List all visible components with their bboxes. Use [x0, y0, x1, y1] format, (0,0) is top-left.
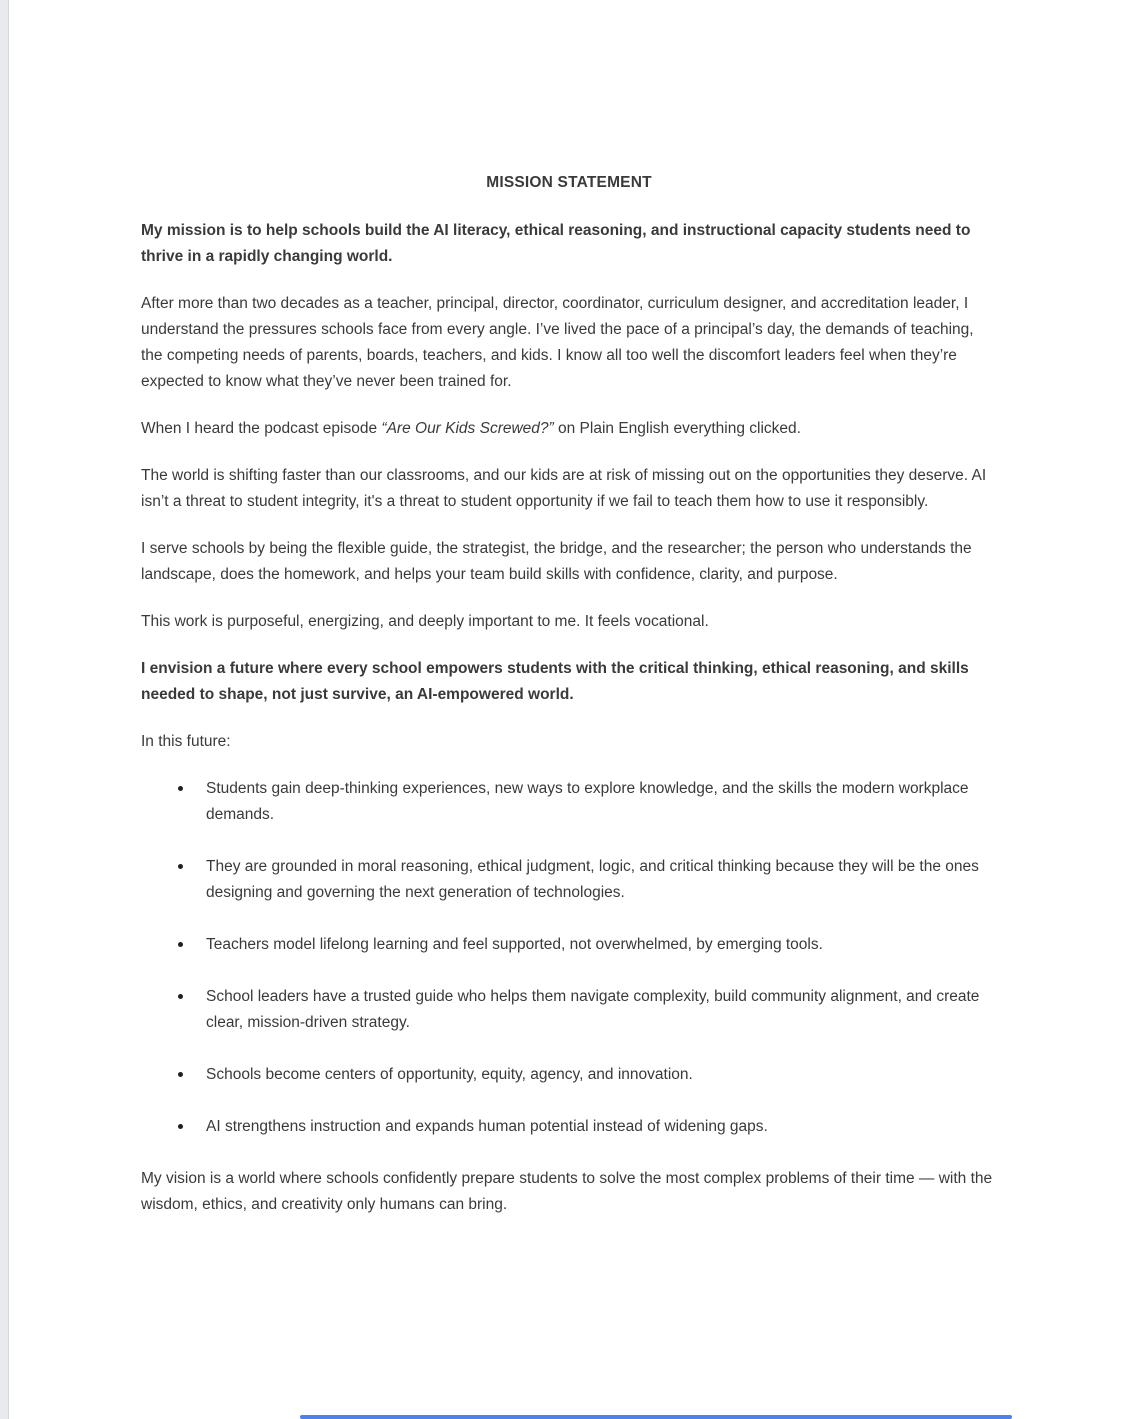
background-paragraph: After more than two decades as a teacher, principal, director, coordinator, curriculum designer, and accreditation leader, I understand the pressures schools face from every angle. I’ve lived the pace of a principal’s day, the demands of teaching, the competing needs of parents, boards, teachers, and kids. I know all too well the discomfort leaders feel when they’re expected to know what they’ve never been trained for.	[141, 295, 974, 390]
world-shifting-paragraph: The world is shifting faster than our classrooms, and our kids are at risk of missing out on the opportunities they deserve. AI isn’t a threat to student integrity, it's a threat to student opportunity if we fail to teach them how to use it responsibly.	[141, 467, 987, 510]
list-item: They are grounded in moral reasoning, ethical judgment, logic, and critical thinking because they will be the ones designing and governing the next generation of technologies.	[141, 854, 997, 906]
vocational-paragraph: This work is purposeful, energizing, and deeply important to me. It feels vocational.	[141, 613, 709, 630]
closing-vision-paragraph: My vision is a world where schools confidently prepare students to solve the most complex problems of their time — with the wisdom, ethics, and creativity only humans can bring.	[141, 1170, 993, 1213]
list-item: School leaders have a trusted guide who helps them navigate complexity, build community alignment, and create clear, mission-driven strategy.	[141, 984, 997, 1036]
document-page	[141, 0, 997, 1239]
mission-statement-paragraph: My mission is to help schools build the AI literacy, ethical reasoning, and instructional capacity students need to thrive in a rapidly changing world.	[141, 222, 971, 265]
window-left-edge	[0, 0, 9, 1419]
list-item: Students gain deep-thinking experiences, new ways to explore knowledge, and the skills the modern workplace demands.	[141, 776, 997, 828]
podcast-text-suffix: on Plain English everything clicked.	[553, 420, 801, 437]
podcast-paragraph	[141, 416, 997, 442]
podcast-text-prefix: When I heard the podcast episode	[141, 420, 382, 437]
list-item: AI strengthens instruction and expands human potential instead of widening gaps.	[141, 1114, 997, 1140]
future-bullet-list	[141, 776, 997, 1140]
page-title: MISSION STATEMENT	[486, 174, 652, 191]
list-item: Schools become centers of opportunity, equity, agency, and innovation.	[141, 1062, 997, 1088]
list-item: Teachers model lifelong learning and feel supported, not overwhelmed, by emerging tools.	[141, 932, 997, 958]
podcast-episode-title: “Are Our Kids Screwed?”	[381, 420, 554, 437]
future-intro-paragraph: In this future:	[141, 733, 231, 750]
vision-statement-paragraph: I envision a future where every school empowers students with the critical thinking, ethical reasoning, and skills needed to shape, not just survive, an AI-empowered world.	[141, 660, 969, 703]
serve-schools-paragraph: I serve schools by being the flexible guide, the strategist, the bridge, and the researcher; the person who understands the landscape, does the homework, and helps your team build skills with confidence, clarity, and purpose.	[141, 540, 972, 583]
bottom-blue-line	[300, 1415, 1012, 1419]
